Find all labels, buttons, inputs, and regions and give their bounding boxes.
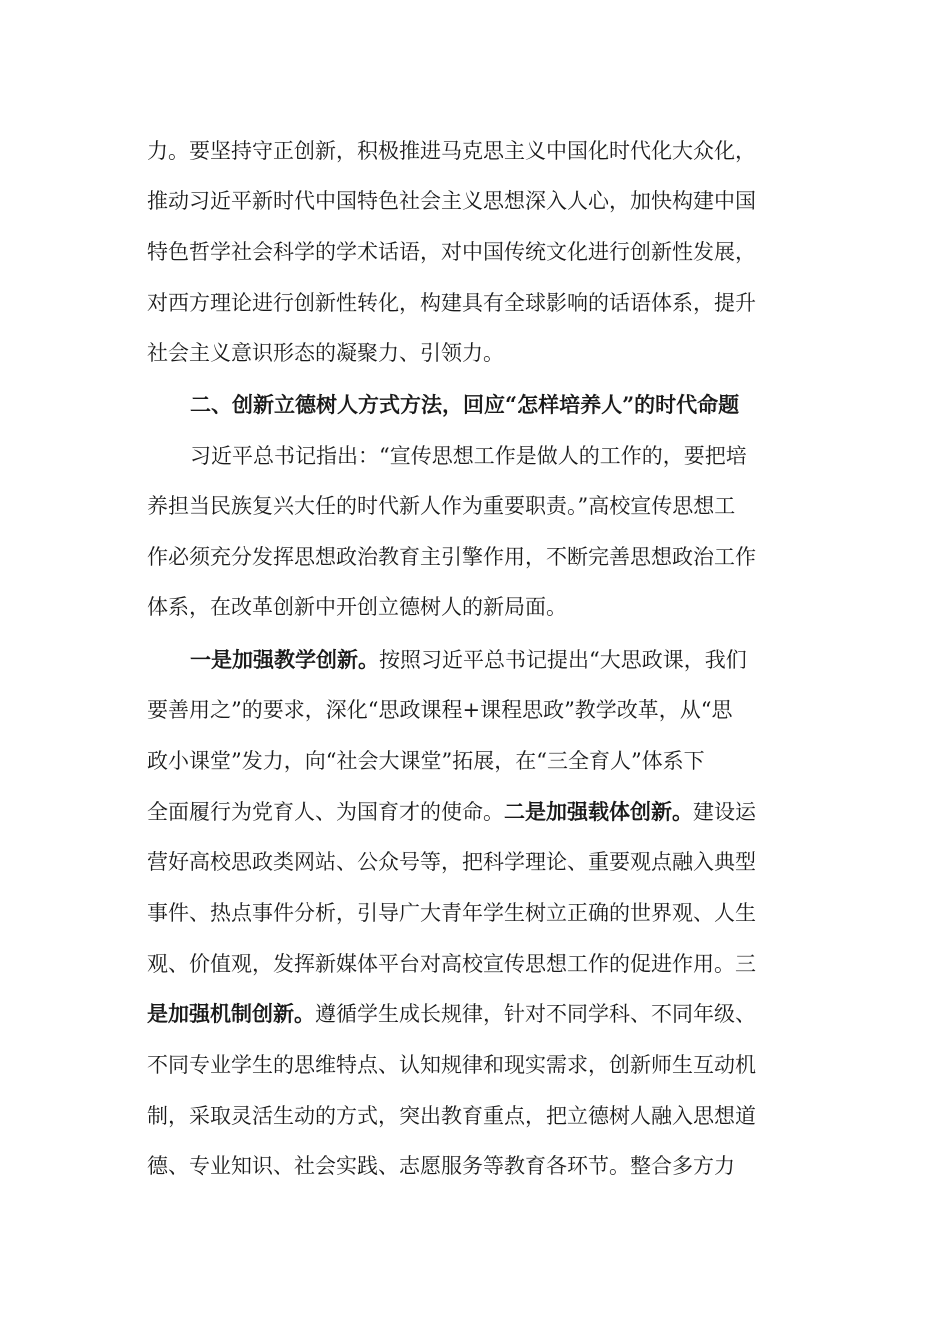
paragraph-line: 习近平总书记指出：“宣传思想工作是做人的工作的，要把培 — [190, 444, 747, 468]
paragraph-line: 特色哲学社会科学的学术话语，对中国传统文化进行创新性发展， — [147, 240, 756, 264]
paragraph-line: 作必须充分发挥思想政治教育主引擎作用，不断完善思想政治工作 — [147, 545, 756, 569]
paragraph-line — [147, 994, 807, 1034]
paragraph-line: 推动习近平新时代中国特色社会主义思想深入人心，加快构建中国 — [147, 189, 756, 213]
paragraph-text: 遵循学生成长规律，针对不同学科、不同年级、 — [315, 1002, 756, 1026]
bold-lead-phrase: 是加强机制创新。 — [147, 1001, 315, 1026]
paragraph-line: 制，采取灵活生动的方式，突出教育重点，把立德树人融入思想道 — [147, 1104, 756, 1128]
bold-lead-phrase: 一是加强教学创新。 — [190, 647, 379, 672]
bold-lead-phrase: 二是加强载体创新。 — [504, 799, 693, 824]
paragraph-line: 养担当民族复兴大任的时代新人作为重要职责。”高校宣传思想工 — [147, 494, 736, 518]
paragraph-line: 要善用之”的要求，深化“思政课程+课程思政”教学改革，从“思 — [147, 698, 733, 722]
paragraph-line: 力。要坚持守正创新，积极推进马克思主义中国化时代化大众化， — [147, 139, 756, 163]
section-heading: 二、创新立德树人方式方法，回应“怎样培养人”的时代命题 — [190, 392, 740, 417]
paragraph-line: 营好高校思政类网站、公众号等，把科学理论、重要观点融入典型 — [147, 850, 756, 874]
paragraph-line: 体系，在改革创新中开创立德树人的新局面。 — [147, 595, 567, 619]
paragraph-text: 按照习近平总书记提出“大思政课，我们 — [379, 648, 747, 672]
paragraph-line — [147, 792, 807, 832]
paragraph-line: 事件、热点事件分析，引导广大青年学生树立正确的世界观、人生 — [147, 901, 756, 925]
paragraph-line: 政小课堂”发力，向“社会大课堂”拓展，在“三全育人”体系下 — [147, 749, 705, 773]
paragraph-line: 不同专业学生的思维特点、认知规律和现实需求，创新师生互动机 — [147, 1053, 756, 1077]
paragraph-line: 对西方理论进行创新性转化，构建具有全球影响的话语体系，提升 — [147, 291, 756, 315]
paragraph-text: 全面履行为党育人、为国育才的使命。 — [147, 800, 504, 824]
paragraph-line: 观、价值观，发挥新媒体平台对高校宣传思想工作的促进作用。三 — [147, 952, 756, 976]
paragraph-line: 德、专业知识、社会实践、志愿服务等教育各环节。整合多方力 — [147, 1154, 735, 1178]
paragraph-text: 建设运 — [693, 800, 756, 824]
paragraph-line: 社会主义意识形态的凝聚力、引领力。 — [147, 341, 504, 365]
paragraph-line — [190, 640, 810, 680]
